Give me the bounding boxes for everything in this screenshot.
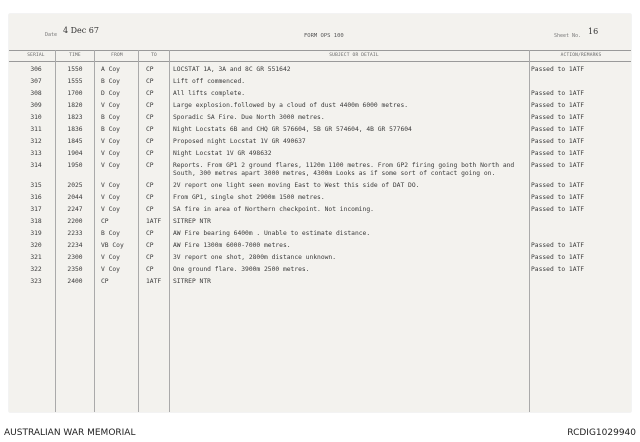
column-header-to: TO xyxy=(151,53,157,58)
table-row xyxy=(9,230,631,242)
column-header-action: ACTION/REMARKS xyxy=(560,53,602,58)
detail-cell: LOCSTAT 1A, 3A and 8C GR 551642 xyxy=(173,66,291,73)
header-rule-bottom xyxy=(9,61,631,62)
detail-cell: AW Fire bearing 6400m . Unable to estimate distance. xyxy=(173,230,371,237)
from-cell: B Coy xyxy=(101,126,120,133)
table-row xyxy=(9,182,631,194)
serial-cell: 308 xyxy=(30,90,42,97)
detail-cell: All lifts complete. xyxy=(173,90,246,97)
table-row xyxy=(9,66,631,78)
to-cell: CP xyxy=(146,150,154,157)
date-value: 4 Dec 67 xyxy=(63,26,99,35)
detail-cell: SITREP NTR xyxy=(173,218,211,225)
time-cell: 1823 xyxy=(67,114,83,121)
detail-cell: Night Locstats 6B and CHQ GR 576604, 5B GR 574604, 4B GR 577604 xyxy=(173,126,412,133)
from-cell: VB Coy xyxy=(101,242,124,249)
time-cell: 2025 xyxy=(67,182,83,189)
table-row xyxy=(9,242,631,254)
column-header-serial: SERIAL xyxy=(27,53,45,58)
table-row xyxy=(9,102,631,114)
detail-cell-line-1: Reports. From GP1 2 ground flares, 1120m 1100 metres. From GP2 firing going both North and xyxy=(173,162,515,169)
action-cell: Passed to 1ATF xyxy=(531,102,585,109)
time-cell: 1550 xyxy=(67,66,83,73)
from-cell: V Coy xyxy=(101,194,120,201)
serial-cell: 313 xyxy=(30,150,42,157)
serial-cell: 306 xyxy=(30,66,42,73)
action-cell: Passed to 1ATF xyxy=(531,194,585,201)
detail-cell: Night Locstat 1V GR 498632 xyxy=(173,150,272,157)
to-cell: CP xyxy=(146,126,154,133)
from-cell: V Coy xyxy=(101,138,120,145)
action-cell: Passed to 1ATF xyxy=(531,138,585,145)
log-sheet xyxy=(9,14,631,412)
to-cell: CP xyxy=(146,78,154,85)
column-header-from: FROM xyxy=(111,53,123,58)
table-row xyxy=(9,78,631,90)
time-cell: 2233 xyxy=(67,230,83,237)
to-cell: 1ATF xyxy=(146,278,162,285)
detail-cell: SA fire in area of Northern checkpoint. Not incoming. xyxy=(173,206,374,213)
table-row xyxy=(9,114,631,126)
from-cell: V Coy xyxy=(101,182,120,189)
detail-cell: 2V report one light seen moving East to West this side of DAT DO. xyxy=(173,182,420,189)
serial-cell: 321 xyxy=(30,254,42,261)
form-label: FORM OPS 100 xyxy=(304,33,344,39)
time-cell: 1820 xyxy=(67,102,83,109)
to-cell: CP xyxy=(146,114,154,121)
to-cell: CP xyxy=(146,194,154,201)
table-row xyxy=(9,150,631,162)
to-cell: CP xyxy=(146,230,154,237)
to-cell: CP xyxy=(146,242,154,249)
from-cell: B Coy xyxy=(101,230,120,237)
serial-cell: 319 xyxy=(30,230,42,237)
table-row xyxy=(9,266,631,278)
action-cell: Passed to 1ATF xyxy=(531,242,585,249)
serial-cell: 323 xyxy=(30,278,42,285)
time-cell: 2400 xyxy=(67,278,83,285)
time-cell: 1836 xyxy=(67,126,83,133)
to-cell: CP xyxy=(146,90,154,97)
serial-cell: 318 xyxy=(30,218,42,225)
from-cell: V Coy xyxy=(101,150,120,157)
table-row xyxy=(9,206,631,218)
time-cell: 2044 xyxy=(67,194,83,201)
detail-cell: Sporadic SA Fire. Due North 3000 metres. xyxy=(173,114,325,121)
to-cell: CP xyxy=(146,102,154,109)
sheet-number: 16 xyxy=(588,27,599,36)
from-cell: B Coy xyxy=(101,114,120,121)
archive-reference: RCDIG1029940 xyxy=(567,428,636,438)
serial-cell: 312 xyxy=(30,138,42,145)
time-cell: 1950 xyxy=(67,162,83,169)
action-cell: Passed to 1ATF xyxy=(531,254,585,261)
detail-cell-line-2: South, 300 metres apart 3000 metres, 4300m Looks as if some sort of contact going on. xyxy=(173,170,496,177)
time-cell: 2234 xyxy=(67,242,83,249)
time-cell: 1700 xyxy=(67,90,83,97)
time-cell: 2350 xyxy=(67,266,83,273)
serial-cell: 310 xyxy=(30,114,42,121)
detail-cell: Proposed night Locstat 1V GR 490637 xyxy=(173,138,306,145)
action-cell: Passed to 1ATF xyxy=(531,90,585,97)
action-cell: Passed to 1ATF xyxy=(531,206,585,213)
action-cell: Passed to 1ATF xyxy=(531,266,585,273)
time-cell: 2247 xyxy=(67,206,83,213)
from-cell: V Coy xyxy=(101,102,120,109)
action-cell: Passed to 1ATF xyxy=(531,126,585,133)
action-cell: Passed to 1ATF xyxy=(531,150,585,157)
from-cell: V Coy xyxy=(101,266,120,273)
to-cell: CP xyxy=(146,266,154,273)
archive-caption: AUSTRALIAN WAR MEMORIAL xyxy=(4,428,136,438)
detail-cell: Large explosion.followed by a cloud of dust 4400m 6000 metres. xyxy=(173,102,409,109)
serial-cell: 316 xyxy=(30,194,42,201)
detail-cell: SITREP NTR xyxy=(173,278,211,285)
time-cell: 2300 xyxy=(67,254,83,261)
table-row xyxy=(9,138,631,150)
to-cell: CP xyxy=(146,182,154,189)
to-cell: 1ATF xyxy=(146,218,162,225)
date-label: Date xyxy=(45,32,58,38)
table-row xyxy=(9,90,631,102)
from-cell: CP xyxy=(101,218,109,225)
from-cell: B Coy xyxy=(101,78,120,85)
serial-cell: 317 xyxy=(30,206,42,213)
from-cell: A Coy xyxy=(101,66,120,73)
to-cell: CP xyxy=(146,138,154,145)
column-header-detail: SUBJECT OR DETAIL xyxy=(329,53,379,58)
time-cell: 1845 xyxy=(67,138,83,145)
to-cell: CP xyxy=(146,162,154,169)
table-row xyxy=(9,254,631,266)
action-cell: Passed to 1ATF xyxy=(531,182,585,189)
serial-cell: 320 xyxy=(30,242,42,249)
action-cell: Passed to 1ATF xyxy=(531,162,585,169)
time-cell: 2200 xyxy=(67,218,83,225)
table-row xyxy=(9,278,631,290)
to-cell: CP xyxy=(146,206,154,213)
serial-cell: 322 xyxy=(30,266,42,273)
detail-cell: From GP1, single shot 2900m 1500 metres. xyxy=(173,194,325,201)
table-row xyxy=(9,194,631,206)
table-row xyxy=(9,126,631,138)
from-cell: V Coy xyxy=(101,254,120,261)
to-cell: CP xyxy=(146,254,154,261)
from-cell: V Coy xyxy=(101,206,120,213)
table-row xyxy=(9,162,631,182)
serial-cell: 307 xyxy=(30,78,42,85)
table-row xyxy=(9,218,631,230)
to-cell: CP xyxy=(146,66,154,73)
detail-cell: Lift off commenced. xyxy=(173,78,246,85)
from-cell: CP xyxy=(101,278,109,285)
header-rule-top xyxy=(9,50,631,51)
serial-cell: 311 xyxy=(30,126,42,133)
serial-cell: 314 xyxy=(30,162,42,169)
detail-cell: AW Fire 1300m 6000-7000 metres. xyxy=(173,242,291,249)
serial-cell: 309 xyxy=(30,102,42,109)
from-cell: D Coy xyxy=(101,90,120,97)
action-cell: Passed to 1ATF xyxy=(531,114,585,121)
action-cell: Passed to 1ATF xyxy=(531,66,585,73)
from-cell: V Coy xyxy=(101,162,120,169)
time-cell: 1904 xyxy=(67,150,83,157)
time-cell: 1555 xyxy=(67,78,83,85)
detail-cell: One ground flare. 3900m 2500 metres. xyxy=(173,266,310,273)
serial-cell: 315 xyxy=(30,182,42,189)
detail-cell: 3V report one shot, 2800m distance unknown. xyxy=(173,254,337,261)
sheet-label: Sheet No. xyxy=(554,33,582,39)
column-header-time: TIME xyxy=(69,53,81,58)
